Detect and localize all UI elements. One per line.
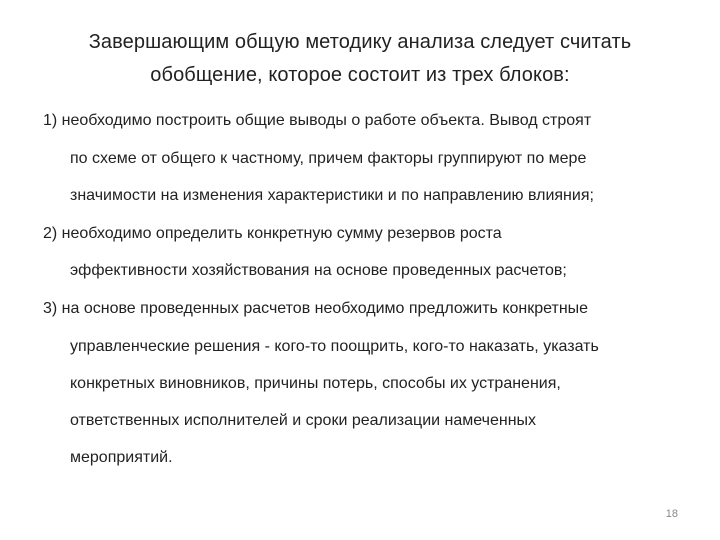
list-item-3-line-2: управленческие решения - кого-то поощрить, кого-то наказать, указать xyxy=(70,338,599,355)
title-line-2: обобщение, которое состоит из трех блоков: xyxy=(150,64,570,86)
list-item-1-line-1: 1) необходимо построить общие выводы о работе объекта. Вывод строят xyxy=(43,112,592,129)
list-item-1-line-2: по схеме от общего к частному, причем факторы группируют по мере xyxy=(70,150,587,167)
list-item-3-line-5: мероприятий. xyxy=(70,449,173,466)
title-line-1: Завершающим общую методику анализа следует считать xyxy=(88,31,632,53)
list-item-2-line-1: 2) необходимо определить конкретную сумму резервов роста xyxy=(43,225,502,242)
page-number: 18 xyxy=(665,508,678,520)
list-item-1-line-3: значимости на изменения характеристики и по направлению влияния; xyxy=(70,187,594,204)
list-item-3-line-1: 3) на основе проведенных расчетов необходимо предложить конкретные xyxy=(43,300,589,317)
list-item-2-line-2: эффективности хозяйствования на основе проведенных расчетов; xyxy=(70,262,567,279)
list-item-3-line-3: конкретных виновников, причины потерь, способы их устранения, xyxy=(70,375,561,392)
list-item-3-line-4: ответственных исполнителей и сроки реализации намеченных xyxy=(70,412,537,429)
